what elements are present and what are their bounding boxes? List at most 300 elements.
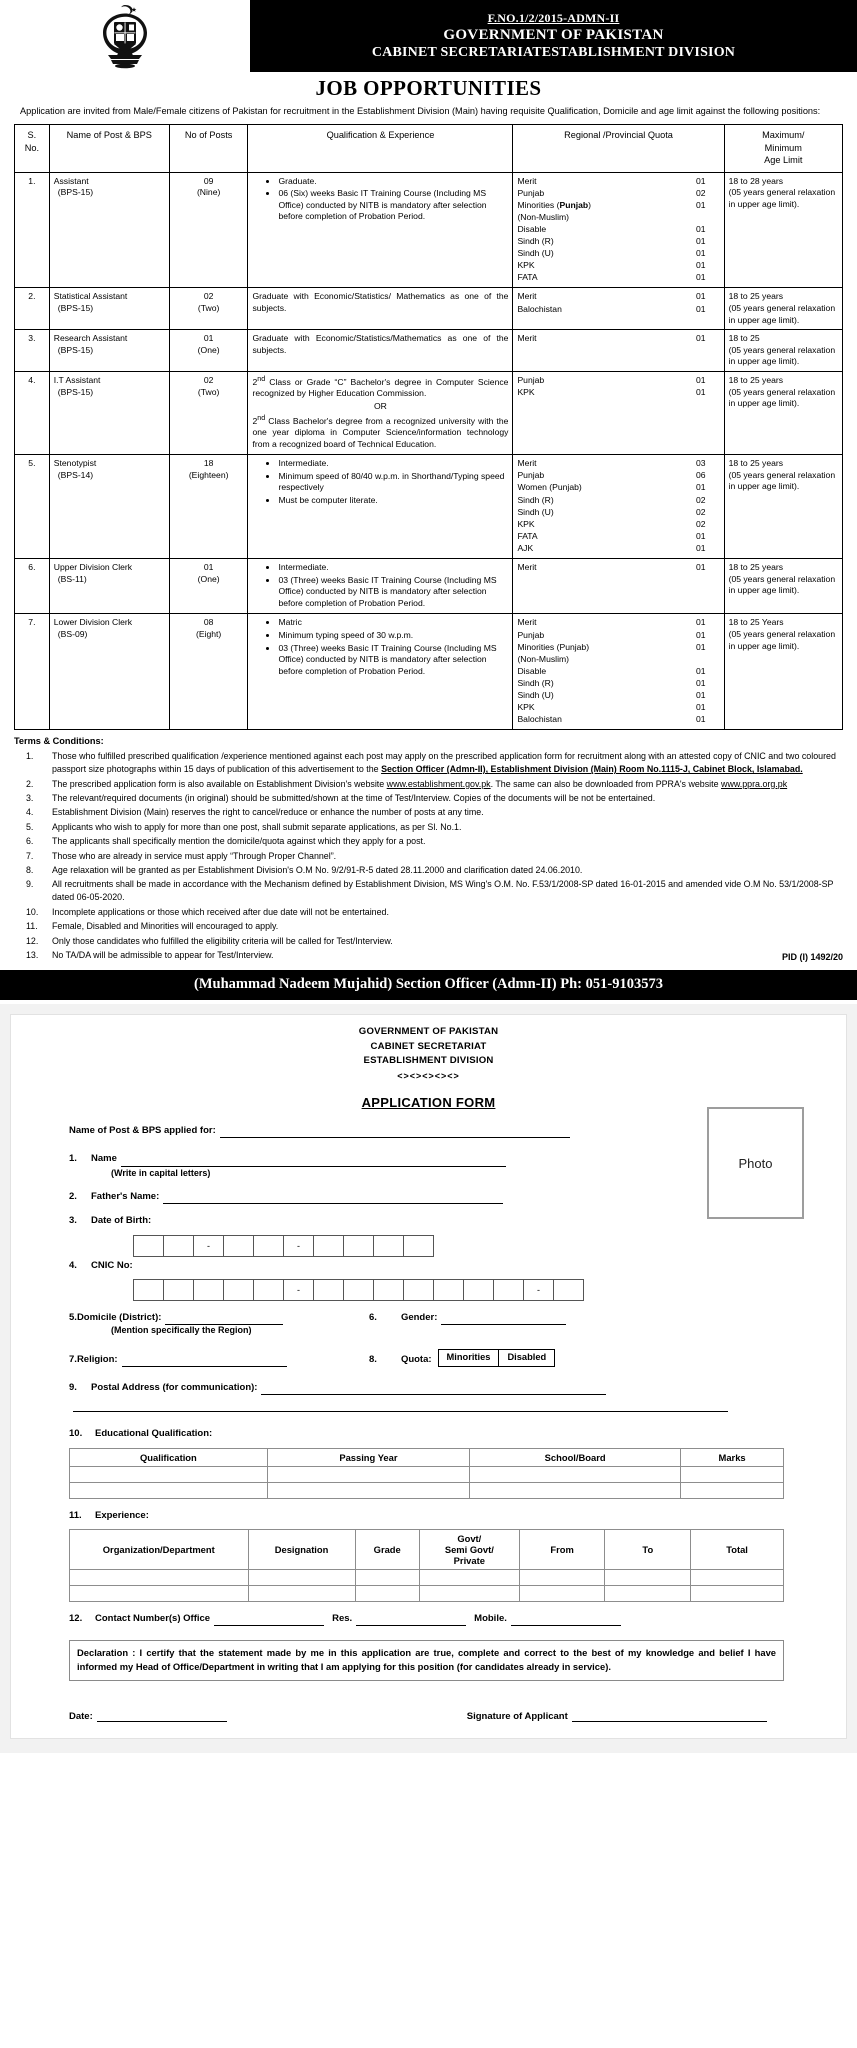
qualification-bullet: Graduate. bbox=[266, 176, 508, 188]
cnic-box[interactable] bbox=[313, 1279, 344, 1301]
cell-serial-no: 7. bbox=[15, 614, 50, 730]
cell-quota bbox=[513, 614, 724, 730]
age-line: (05 years general relaxation in upper age limit). bbox=[728, 469, 836, 492]
cell-quota bbox=[513, 330, 724, 372]
quota-value bbox=[671, 654, 720, 666]
quota-name: Sindh (U) bbox=[517, 506, 554, 517]
quota-row bbox=[517, 617, 719, 629]
quota-value: 01 bbox=[696, 291, 706, 302]
quota-name: Minorities (Punjab) bbox=[517, 199, 591, 210]
quota-value: 01 bbox=[696, 677, 706, 688]
quota-value: 01 bbox=[696, 175, 706, 186]
quota-row bbox=[517, 666, 719, 678]
cnic-separator bbox=[523, 1279, 554, 1301]
cnic-box[interactable] bbox=[433, 1279, 464, 1301]
education-cell[interactable] bbox=[470, 1466, 681, 1482]
cnic-box[interactable] bbox=[163, 1279, 194, 1301]
th-post-name: Name of Post & BPS bbox=[49, 125, 169, 172]
experience-cell[interactable] bbox=[355, 1569, 419, 1585]
table-row bbox=[15, 614, 843, 730]
terms-item-text: Those who fulfilled prescribed qualification /experience mentioned against each post may apply on the prescribed application form for recruitment along with an attested copy of CNIC and two coloured passport size photographs within 15 days of publication of this advertisement to the Section Officer (Admn-II), Establishment Division (Main) Room No.1115-J, Cabinet Block, Islamabad. bbox=[52, 751, 836, 775]
quota-row bbox=[517, 654, 719, 666]
cnic-box[interactable] bbox=[253, 1279, 284, 1301]
experience-column-header: To bbox=[605, 1529, 691, 1569]
post-bps: (BPS-15) bbox=[57, 344, 94, 355]
quota-value: 01 bbox=[696, 542, 706, 553]
quota-value bbox=[671, 212, 720, 224]
quota-name: Minorities (Punjab) bbox=[517, 641, 590, 652]
gender-number: 6. bbox=[369, 1311, 377, 1323]
name-input[interactable] bbox=[121, 1156, 506, 1167]
qualification-bullet: Minimum typing speed of 30 w.p.m. bbox=[266, 630, 508, 642]
education-cell[interactable] bbox=[681, 1466, 784, 1482]
cell-post-name bbox=[49, 559, 169, 614]
contact-mobile-label: Mobile. bbox=[474, 1612, 507, 1624]
terms-item-number: 11. bbox=[26, 921, 38, 932]
postal-address-input-line2[interactable] bbox=[73, 1401, 728, 1412]
table-row bbox=[15, 559, 843, 614]
dob-box[interactable] bbox=[373, 1235, 404, 1257]
experience-cell[interactable] bbox=[248, 1585, 355, 1601]
experience-column-header: Grade bbox=[355, 1529, 419, 1569]
quota-value: 01 bbox=[696, 617, 706, 628]
name-number: 1. bbox=[69, 1153, 77, 1165]
jobs-table-body bbox=[15, 172, 843, 730]
cell-no-of-posts: 02 (Two) bbox=[169, 372, 248, 455]
quota-value: 01 bbox=[696, 714, 706, 725]
quota-name: Punjab bbox=[517, 470, 545, 481]
terms-item-text: Those who are already in service must apply “Through Proper Channel”. bbox=[52, 850, 337, 861]
experience-label: Experience: bbox=[95, 1509, 149, 1521]
domicile-number: 5. bbox=[69, 1311, 77, 1323]
terms-item bbox=[0, 792, 857, 805]
education-row[interactable] bbox=[70, 1482, 784, 1498]
post-title: Statistical Assistant bbox=[53, 291, 128, 302]
experience-cell[interactable] bbox=[519, 1585, 605, 1601]
terms-item-number: 12. bbox=[26, 935, 39, 946]
cell-post-name bbox=[49, 288, 169, 330]
qualification-bullet: Matric bbox=[266, 617, 508, 629]
qualification-bullet: Intermediate. bbox=[266, 458, 508, 470]
quota-name: KPK bbox=[517, 702, 535, 713]
education-cell[interactable] bbox=[267, 1482, 469, 1498]
contact-office-input[interactable] bbox=[214, 1615, 324, 1626]
experience-cell[interactable] bbox=[691, 1569, 784, 1585]
cnic-separator bbox=[283, 1279, 314, 1301]
quota-value: 01 bbox=[696, 199, 706, 210]
post-applied-label: Name of Post & BPS applied for: bbox=[69, 1125, 216, 1137]
quota-name: Sindh (R) bbox=[517, 494, 554, 505]
education-table bbox=[69, 1448, 784, 1499]
cnic-box[interactable] bbox=[223, 1279, 254, 1301]
quota-name: Merit bbox=[517, 175, 537, 186]
education-cell[interactable] bbox=[267, 1466, 469, 1482]
cell-quota bbox=[513, 288, 724, 330]
quota-value: 02 bbox=[696, 506, 706, 517]
age-line: (05 years general relaxation in upper age limit). bbox=[728, 573, 836, 596]
form-division-line: ESTABLISHMENT DIVISION bbox=[363, 1055, 494, 1067]
quota-name: Merit bbox=[517, 333, 537, 344]
quota-row bbox=[517, 260, 719, 272]
form-gov-line: GOVERNMENT OF PAKISTAN bbox=[358, 1026, 499, 1038]
age-line: (05 years general relaxation in upper age limit). bbox=[728, 187, 836, 209]
education-column-header: Marks bbox=[681, 1448, 784, 1466]
cell-quota bbox=[513, 372, 724, 455]
age-line: 18 to 25 years bbox=[728, 375, 784, 386]
education-body[interactable] bbox=[70, 1466, 784, 1498]
terms-item-text: Only those candidates who fulfilled the eligibility criteria will be called for Test/Interview. bbox=[52, 935, 393, 946]
terms-item bbox=[0, 835, 857, 848]
masthead-text bbox=[250, 0, 857, 72]
dob-boxes[interactable] bbox=[133, 1235, 846, 1257]
ppra-website-link[interactable]: www.ppra.org.pk bbox=[721, 778, 788, 789]
experience-cell[interactable] bbox=[605, 1569, 691, 1585]
education-cell[interactable] bbox=[70, 1466, 268, 1482]
experience-cell[interactable] bbox=[419, 1569, 519, 1585]
quota-option-minorities[interactable]: Minorities bbox=[446, 1352, 491, 1363]
quota-row bbox=[517, 333, 719, 345]
signature-label: Signature of Applicant bbox=[466, 1711, 568, 1723]
quota-row bbox=[517, 304, 719, 316]
terms-item-text: The prescribed application form is also available on Establishment Division's website www.establishment.gov.pk. The same can also be downloaded from PPRA's website www.ppra.org.pk bbox=[52, 778, 788, 789]
quota-row bbox=[517, 224, 719, 236]
education-number: 10. bbox=[69, 1428, 83, 1440]
cell-quota bbox=[513, 455, 724, 559]
qualification-bullet: 03 (Three) weeks Basic IT Training Course (Including MS Office) conducted by NITB is mandatory after selection before completion of Probation Period. bbox=[266, 575, 508, 610]
quota-value: 06 bbox=[696, 470, 706, 481]
father-name-number: 2. bbox=[69, 1191, 77, 1203]
terms-item bbox=[0, 850, 857, 863]
contact-res-input[interactable] bbox=[356, 1615, 466, 1626]
terms-item-number: 6. bbox=[26, 836, 34, 847]
pakistan-state-emblem-icon bbox=[94, 3, 156, 69]
field-education bbox=[11, 1427, 846, 1441]
quota-row bbox=[517, 482, 719, 494]
qualification-bullet: Minimum speed of 80/40 w.p.m. in Shorthand/Typing speed respectively bbox=[266, 471, 508, 494]
quota-value: 03 bbox=[696, 458, 706, 469]
cell-post-name bbox=[49, 172, 169, 288]
terms-item-text: The applicants shall specifically mention the domicile/quota against which they apply for a post. bbox=[52, 836, 426, 847]
quota-name: Punjab bbox=[517, 375, 545, 386]
quota-row bbox=[517, 531, 719, 543]
quota-name: Merit bbox=[517, 617, 537, 628]
quota-value: 01 bbox=[696, 665, 706, 676]
quota-row bbox=[517, 212, 719, 224]
cnic-box[interactable] bbox=[373, 1279, 404, 1301]
quota-name: Disable bbox=[517, 223, 547, 234]
age-line: 18 to 25 years bbox=[728, 291, 784, 302]
quota-row bbox=[517, 458, 719, 470]
cell-age-limit bbox=[724, 330, 842, 372]
quota-name: Merit bbox=[517, 291, 537, 302]
table-row bbox=[15, 172, 843, 288]
signature-row bbox=[11, 1711, 846, 1722]
terms-item bbox=[0, 920, 857, 933]
quota-name: KPK bbox=[517, 387, 535, 398]
contact-number: 12. bbox=[69, 1612, 83, 1624]
cnic-box[interactable] bbox=[403, 1279, 434, 1301]
field-postal-address bbox=[11, 1381, 846, 1418]
post-title: I.T Assistant bbox=[53, 375, 101, 386]
terms-item bbox=[0, 778, 857, 791]
cell-age-limit bbox=[724, 614, 842, 730]
dob-number: 3. bbox=[69, 1215, 77, 1227]
experience-cell[interactable] bbox=[519, 1569, 605, 1585]
quota-value: 01 bbox=[696, 387, 706, 398]
quota-name: (Non-Muslim) bbox=[517, 211, 569, 222]
dob-box[interactable] bbox=[163, 1235, 194, 1257]
cnic-box[interactable] bbox=[463, 1279, 494, 1301]
education-column-header: Qualification bbox=[70, 1448, 268, 1466]
experience-column-header: Organization/Department bbox=[70, 1529, 249, 1569]
quota-name: FATA bbox=[517, 530, 538, 541]
dob-box[interactable] bbox=[343, 1235, 374, 1257]
cell-serial-no: 6. bbox=[15, 559, 50, 614]
gender-input[interactable] bbox=[441, 1314, 566, 1325]
terms-item bbox=[0, 935, 857, 948]
terms-heading: Terms & Conditions: bbox=[14, 736, 104, 747]
cell-age-limit bbox=[724, 288, 842, 330]
quota-value: 01 bbox=[696, 689, 706, 700]
cell-post-name bbox=[49, 614, 169, 730]
signature-input[interactable] bbox=[572, 1711, 767, 1722]
terms-item bbox=[0, 864, 857, 877]
age-line: (05 years general relaxation in upper age limit). bbox=[728, 629, 836, 651]
education-column-header: School/Board bbox=[470, 1448, 681, 1466]
religion-number: 7. bbox=[69, 1353, 77, 1365]
post-bps: (BPS-14) bbox=[57, 469, 94, 480]
terms-item-text: No TA/DA will be admissible to appear for Test/Interview. bbox=[52, 949, 274, 960]
experience-cell[interactable] bbox=[248, 1569, 355, 1585]
age-line: 18 to 25 years bbox=[728, 458, 784, 469]
experience-cell[interactable] bbox=[70, 1569, 249, 1585]
cell-no-of-posts: 09 (Nine) bbox=[169, 172, 248, 288]
date-input[interactable] bbox=[97, 1711, 227, 1722]
cell-quota bbox=[513, 559, 724, 614]
experience-cell[interactable] bbox=[419, 1585, 519, 1601]
cell-post-name bbox=[49, 372, 169, 455]
cnic-boxes[interactable] bbox=[133, 1279, 846, 1301]
education-row[interactable] bbox=[70, 1466, 784, 1482]
father-name-input[interactable] bbox=[163, 1193, 503, 1204]
education-cell[interactable] bbox=[681, 1482, 784, 1498]
pid-number: PID (I) 1492/20 bbox=[781, 952, 843, 963]
qualification-bullet: Must be computer literate. bbox=[266, 495, 508, 507]
quota-name: Punjab bbox=[517, 187, 545, 198]
cell-serial-no: 3. bbox=[15, 330, 50, 372]
dob-separator bbox=[193, 1235, 224, 1257]
qualification-bullet: Intermediate. bbox=[266, 562, 508, 574]
religion-input[interactable] bbox=[122, 1356, 287, 1367]
age-line: 18 to 25 bbox=[728, 333, 760, 344]
quota-name: Disable bbox=[517, 665, 547, 676]
quota-value: 01 bbox=[696, 482, 706, 493]
cell-age-limit bbox=[724, 559, 842, 614]
post-bps: (BPS-15) bbox=[57, 187, 94, 198]
diamond-divider: <><><><><> bbox=[397, 1070, 460, 1081]
field-contact-numbers bbox=[11, 1612, 846, 1626]
postal-address-input[interactable] bbox=[261, 1384, 606, 1395]
photo-label: Photo bbox=[738, 1155, 773, 1171]
jobs-table-head bbox=[15, 125, 843, 172]
age-line: 18 to 25 Years bbox=[728, 617, 784, 628]
education-header-row bbox=[70, 1448, 784, 1466]
terms-item-number: 1. bbox=[26, 751, 34, 762]
experience-number: 11. bbox=[69, 1509, 82, 1521]
quota-row bbox=[517, 690, 719, 702]
quota-name: Balochistan bbox=[517, 714, 562, 725]
experience-body[interactable] bbox=[70, 1569, 784, 1601]
intro-paragraph: Application are invited from Male/Female citizens of Pakistan for recruitment in the Establishment Division (Main) having requisite Qualification, Domicile and age limit against the following positions: bbox=[20, 106, 821, 116]
post-title: Assistant bbox=[53, 175, 89, 186]
quota-value: 01 bbox=[696, 248, 706, 259]
table-row bbox=[15, 288, 843, 330]
quota-row bbox=[517, 543, 719, 555]
quota-name: Sindh (U) bbox=[517, 689, 554, 700]
terms-item-number: 3. bbox=[26, 792, 34, 803]
quota-row bbox=[517, 291, 719, 303]
th-serial-no: S. No. bbox=[15, 125, 50, 172]
experience-column-header: From bbox=[519, 1529, 605, 1569]
domicile-input[interactable] bbox=[165, 1314, 283, 1325]
post-bps: (BPS-15) bbox=[57, 303, 94, 314]
cell-age-limit bbox=[724, 172, 842, 288]
field-experience bbox=[11, 1509, 846, 1523]
postal-address-label: Postal Address (for communication): bbox=[91, 1381, 258, 1393]
terms-item-text: Incomplete applications or those which received after due date will not be entertained. bbox=[52, 906, 389, 917]
quota-name: KPK bbox=[517, 260, 535, 271]
quota-label: Quota: bbox=[400, 1353, 432, 1365]
quota-name: Sindh (U) bbox=[517, 248, 554, 259]
cell-qualification bbox=[248, 172, 513, 288]
education-cell[interactable] bbox=[470, 1482, 681, 1498]
post-title: Lower Division Clerk bbox=[53, 617, 133, 628]
religion-label: Religion: bbox=[76, 1353, 118, 1365]
declaration-box: Declaration : I certify that the statement made by me in this application are true, complete and correct to the best of my knowledge and belief I have informed my Head of Office/Department in writing that I am applying for this position (for candidates already in service). bbox=[69, 1640, 784, 1681]
quota-row bbox=[517, 188, 719, 200]
quota-row bbox=[517, 387, 719, 399]
file-number: F.NO.1/2/2015-ADMN-II bbox=[487, 11, 620, 25]
experience-row[interactable] bbox=[70, 1569, 784, 1585]
qualification-text: OR bbox=[374, 401, 387, 412]
quota-option-disabled[interactable]: Disabled bbox=[498, 1350, 554, 1366]
terms-item-text: Applicants who wish to apply for more than one post, shall submit separate applications, as per Sl. No.1. bbox=[52, 821, 462, 832]
quota-name: Punjab bbox=[517, 629, 545, 640]
experience-header-row bbox=[70, 1529, 784, 1569]
quota-value: 02 bbox=[696, 187, 706, 198]
cnic-box[interactable] bbox=[193, 1279, 224, 1301]
terms-item-number: 13. bbox=[26, 949, 39, 960]
qualification-text: 2nd Class or Grade “C” Bachelor's degree in Computer Science recognized by Higher Education Commission. bbox=[252, 375, 509, 399]
terms-list bbox=[0, 750, 857, 962]
th-age-limit: Maximum/ Minimum Age Limit bbox=[724, 125, 842, 172]
emblem-container bbox=[0, 0, 250, 72]
dob-box[interactable] bbox=[133, 1235, 164, 1257]
division-name: CABINET SECRETARIATESTABLISHMENT DIVISION bbox=[371, 45, 736, 60]
cell-serial-no: 2. bbox=[15, 288, 50, 330]
quota-value: 01 bbox=[696, 260, 706, 271]
experience-column-header: Govt/ Semi Govt/ Private bbox=[419, 1529, 519, 1569]
quota-name: Merit bbox=[517, 458, 537, 469]
experience-row[interactable] bbox=[70, 1585, 784, 1601]
experience-cell[interactable] bbox=[691, 1585, 784, 1601]
cell-qualification bbox=[248, 372, 513, 455]
age-line: (05 years general relaxation in upper age limit). bbox=[728, 386, 836, 409]
quota-value: 01 bbox=[696, 236, 706, 247]
terms-item-number: 8. bbox=[26, 865, 34, 876]
quota-row bbox=[517, 562, 719, 574]
quota-row bbox=[517, 248, 719, 260]
qualification-text: 2nd Class Bachelor's degree from a recognized university with the one year diploma in Computer Science/information technology from a recognized board of Technical Education. bbox=[252, 413, 509, 449]
experience-column-header: Designation bbox=[248, 1529, 355, 1569]
cell-qualification bbox=[248, 330, 513, 372]
quota-row bbox=[517, 375, 719, 387]
qualification-text: Graduate with Economic/Statistics/Mathematics as one of the subjects. bbox=[252, 333, 509, 355]
quota-value: 01 bbox=[696, 702, 706, 713]
experience-cell[interactable] bbox=[605, 1585, 691, 1601]
application-form-section bbox=[0, 1004, 857, 1753]
quota-name: (Non-Muslim) bbox=[517, 653, 569, 664]
terms-item bbox=[0, 750, 857, 776]
post-bps: (BS-09) bbox=[57, 629, 88, 640]
education-cell[interactable] bbox=[70, 1482, 268, 1498]
cell-post-name bbox=[49, 330, 169, 372]
quota-row bbox=[517, 272, 719, 284]
dob-label: Date of Birth: bbox=[91, 1215, 152, 1227]
cnic-label: CNIC No: bbox=[91, 1259, 133, 1271]
postal-address-number: 9. bbox=[69, 1381, 77, 1393]
quota-row bbox=[517, 470, 719, 482]
quota-value: 01 bbox=[696, 375, 706, 386]
terms-item-text: The relevant/required documents (in original) should be submitted/shown at the time of Test/Interview. Copies of the documents will be not be entertained. bbox=[52, 792, 656, 803]
quota-value: 01 bbox=[696, 530, 706, 541]
dob-box[interactable] bbox=[253, 1235, 284, 1257]
dob-box[interactable] bbox=[313, 1235, 344, 1257]
terms-item bbox=[0, 821, 857, 834]
th-quota: Regional /Provincial Quota bbox=[513, 125, 724, 172]
experience-cell[interactable] bbox=[355, 1585, 419, 1601]
quota-name: FATA bbox=[517, 272, 538, 283]
cnic-box[interactable] bbox=[133, 1279, 164, 1301]
terms-item-text: Female, Disabled and Minorities will encouraged to apply. bbox=[52, 921, 279, 932]
cell-qualification bbox=[248, 559, 513, 614]
government-name: GOVERNMENT OF PAKISTAN bbox=[443, 27, 664, 43]
contact-mobile-input[interactable] bbox=[511, 1615, 621, 1626]
establishment-website-link[interactable]: www.establishment.gov.pk bbox=[386, 778, 491, 789]
cnic-box[interactable] bbox=[343, 1279, 374, 1301]
cell-qualification bbox=[248, 288, 513, 330]
domicile-hint: (Mention specifically the Region) bbox=[111, 1325, 252, 1336]
cnic-box[interactable] bbox=[493, 1279, 524, 1301]
quota-row bbox=[517, 702, 719, 714]
age-line: (05 years general relaxation in upper age limit). bbox=[728, 344, 836, 367]
dob-box[interactable] bbox=[403, 1235, 434, 1257]
qualification-bullet: 06 (Six) weeks Basic IT Training Course (Including MS Office) conducted by NITB is mandatory after selection before completion of Probation Period. bbox=[266, 188, 508, 223]
terms-item-number: 9. bbox=[26, 879, 34, 890]
gender-label: Gender: bbox=[400, 1311, 438, 1323]
domicile-label: Domicile (District): bbox=[76, 1311, 162, 1323]
father-name-label: Father's Name: bbox=[91, 1191, 160, 1203]
experience-cell[interactable] bbox=[70, 1585, 249, 1601]
cnic-box[interactable] bbox=[553, 1279, 584, 1301]
age-line: 18 to 25 years bbox=[728, 562, 784, 573]
post-applied-input[interactable] bbox=[220, 1127, 570, 1138]
quota-options[interactable] bbox=[438, 1349, 556, 1367]
quota-row bbox=[517, 236, 719, 248]
terms-item-number: 4. bbox=[26, 807, 34, 818]
dob-box[interactable] bbox=[223, 1235, 254, 1257]
qualification-bullet: 03 (Three) weeks Basic IT Training Course (Including MS Office) conducted by NITB is mandatory after selection before completion of Probation Period. bbox=[266, 643, 508, 678]
